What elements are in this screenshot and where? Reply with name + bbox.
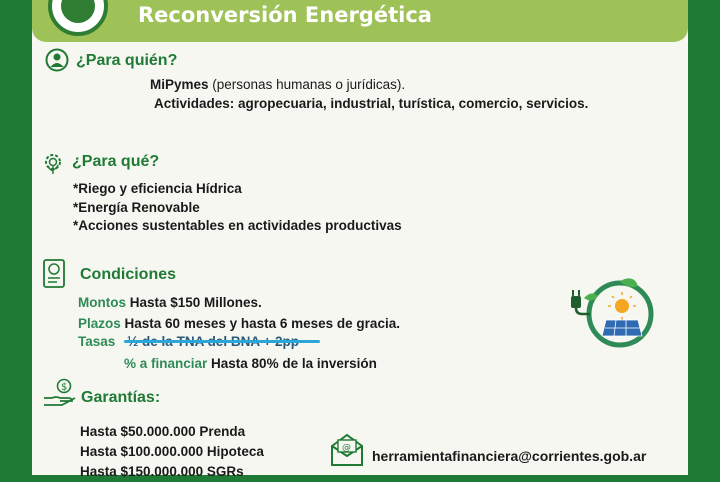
- financiar-label: % a financiar: [124, 356, 208, 371]
- section-heading-garantias: Garantías:: [81, 389, 161, 406]
- section-heading-para-quien: ¿Para quién?: [76, 52, 178, 69]
- svg-text:@: @: [342, 443, 351, 453]
- garantias-list: [80, 422, 264, 482]
- person-icon: [45, 48, 69, 72]
- para-quien-line1: [150, 77, 405, 92]
- financiar-row: [124, 356, 377, 371]
- para-quien-line2: [154, 96, 588, 111]
- section-heading-para-que: ¿Para qué?: [72, 153, 160, 170]
- list-item: Hasta $100.000.000 Hipoteca: [80, 444, 264, 459]
- email-icon: [330, 432, 364, 468]
- list-item: Hasta $150.000.000 SGRs: [80, 464, 244, 479]
- plazos-value: Hasta 60 meses y hasta 6 meses de gracia.: [120, 316, 400, 331]
- strike-through-mark: [124, 340, 320, 343]
- montos-row: [78, 295, 262, 310]
- logo-emblem: [61, 0, 95, 23]
- document-coin-icon: [42, 258, 68, 290]
- para-que-list: [73, 180, 402, 236]
- hand-money-icon: [42, 378, 78, 408]
- actividades-label: Actividades:: [154, 96, 235, 111]
- tasas-label: Tasas: [78, 334, 116, 349]
- solar-energy-icon: [568, 276, 658, 350]
- gear-leaf-icon: [40, 150, 66, 176]
- montos-value: Hasta $150 Millones.: [126, 295, 262, 310]
- section-heading-condiciones: Condiciones: [80, 266, 177, 283]
- contact-email[interactable]: herramientafinanciera@corrientes.gob.ar: [372, 448, 647, 464]
- plazos-label: Plazos: [78, 316, 121, 331]
- svg-text:$: $: [61, 382, 68, 393]
- list-item: *Energía Renovable: [73, 199, 200, 215]
- list-item: *Acciones sustentables en actividades productivas: [73, 218, 402, 233]
- plazos-row: [78, 316, 400, 331]
- mipymes-label: MiPymes: [150, 77, 209, 92]
- page-title: Reconversión Energética: [138, 3, 432, 27]
- mipymes-detail: (personas humanas o jurídicas).: [208, 77, 406, 92]
- list-item: Hasta $50.000.000 Prenda: [80, 424, 246, 439]
- list-item: *Riego y eficiencia Hídrica: [73, 181, 242, 196]
- financiar-value: Hasta 80% de la inversión: [207, 356, 377, 371]
- montos-label: Montos: [78, 295, 126, 310]
- actividades-detail: agropecuaria, industrial, turística, comercio, servicios.: [234, 96, 589, 111]
